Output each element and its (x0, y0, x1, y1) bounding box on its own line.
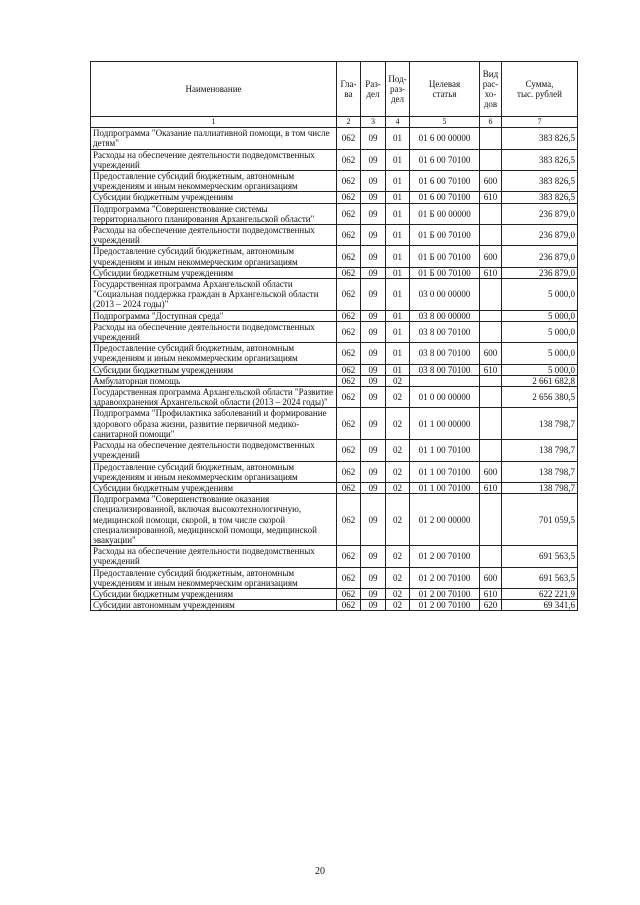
table-row (91, 128, 578, 149)
cell-razdel: 09 (361, 149, 386, 170)
cell-glava: 062 (337, 149, 361, 170)
cell-vid (480, 128, 502, 149)
column-index-row (91, 117, 578, 128)
cell-name: Предоставление субсидий бюджетным, автономным учреждениям и иным некоммерческим организациям (91, 343, 337, 364)
column-index: 4 (386, 117, 410, 128)
table-row (91, 546, 578, 567)
cell-glava: 062 (337, 321, 361, 342)
cell-vid (480, 387, 502, 408)
cell-summa: 236 879,0 (502, 246, 578, 267)
cell-vid (480, 225, 502, 246)
cell-statya: 01 2 00 70100 (410, 588, 480, 599)
cell-podrazdel: 01 (386, 192, 410, 203)
cell-name: Расходы на обеспечение деятельности подведомственных учреждений (91, 225, 337, 246)
cell-razdel: 09 (361, 588, 386, 599)
cell-glava: 062 (337, 310, 361, 321)
cell-vid: 610 (480, 588, 502, 599)
table-row (91, 149, 578, 170)
cell-razdel: 09 (361, 600, 386, 611)
cell-name: Подпрограмма "Совершенствование системы территориального планирования Архангельской области" (91, 203, 337, 224)
cell-summa: 138 798,7 (502, 408, 578, 440)
cell-name: Расходы на обеспечение деятельности подведомственных учреждений (91, 321, 337, 342)
cell-name: Подпрограмма "Профилактика заболеваний и формирование здорового образа жизни, развитие первичной медико-санитарной помощи" (91, 408, 337, 440)
cell-vid (480, 310, 502, 321)
cell-glava: 062 (337, 482, 361, 493)
cell-summa: 383 826,5 (502, 192, 578, 203)
cell-razdel: 09 (361, 482, 386, 493)
cell-vid: 600 (480, 567, 502, 588)
cell-summa: 138 798,7 (502, 482, 578, 493)
cell-podrazdel: 01 (386, 267, 410, 278)
cell-podrazdel: 02 (386, 482, 410, 493)
table-row (91, 461, 578, 482)
cell-summa: 236 879,0 (502, 203, 578, 224)
cell-summa: 5 000,0 (502, 321, 578, 342)
cell-statya: 01 0 00 00000 (410, 387, 480, 408)
cell-podrazdel: 01 (386, 364, 410, 375)
cell-podrazdel: 01 (386, 171, 410, 192)
table-row (91, 321, 578, 342)
table-row (91, 600, 578, 611)
table-row (91, 408, 578, 440)
cell-name: Амбулаторная помощь (91, 375, 337, 386)
cell-name: Подпрограмма "Совершенствование оказания специализированной, включая высокотехнологичную, медицинской помощи, скорой, в том числе скорой специализированной, медицинской помощи, медицинской эвакуации" (91, 494, 337, 546)
cell-glava: 062 (337, 375, 361, 386)
cell-glava: 062 (337, 588, 361, 599)
cell-glava: 062 (337, 343, 361, 364)
cell-podrazdel: 02 (386, 600, 410, 611)
cell-statya: 01 1 00 70100 (410, 482, 480, 493)
cell-statya (410, 375, 480, 386)
table-row (91, 246, 578, 267)
cell-razdel: 09 (361, 203, 386, 224)
cell-statya: 01 2 00 70100 (410, 567, 480, 588)
cell-name: Государственная программа Архангельской области "Развитие здравоохранения Архангельской области (2013 – 2024 годы)" (91, 387, 337, 408)
cell-glava: 062 (337, 192, 361, 203)
cell-glava: 062 (337, 364, 361, 375)
cell-summa: 383 826,5 (502, 171, 578, 192)
column-index: 2 (337, 117, 361, 128)
cell-summa: 5 000,0 (502, 279, 578, 311)
cell-glava: 062 (337, 546, 361, 567)
table-row (91, 267, 578, 278)
cell-statya: 03 8 00 70100 (410, 364, 480, 375)
cell-podrazdel: 01 (386, 246, 410, 267)
cell-statya: 01 2 00 70100 (410, 546, 480, 567)
cell-razdel: 09 (361, 408, 386, 440)
cell-summa: 2 656 380,5 (502, 387, 578, 408)
cell-name: Субсидии бюджетным учреждениям (91, 267, 337, 278)
cell-podrazdel: 01 (386, 321, 410, 342)
cell-vid (480, 279, 502, 311)
cell-summa: 236 879,0 (502, 225, 578, 246)
cell-podrazdel: 01 (386, 225, 410, 246)
cell-podrazdel: 01 (386, 149, 410, 170)
cell-podrazdel: 01 (386, 203, 410, 224)
cell-razdel: 09 (361, 494, 386, 546)
cell-glava: 062 (337, 494, 361, 546)
column-index: 6 (480, 117, 502, 128)
cell-name: Предоставление субсидий бюджетным, автономным учреждениям и иным некоммерческим организациям (91, 171, 337, 192)
cell-glava: 062 (337, 225, 361, 246)
table-row (91, 343, 578, 364)
cell-podrazdel: 02 (386, 567, 410, 588)
column-index: 5 (410, 117, 480, 128)
table-row (91, 588, 578, 599)
cell-podrazdel: 02 (386, 546, 410, 567)
table-row (91, 171, 578, 192)
table-row (91, 440, 578, 461)
cell-statya: 01 6 00 00000 (410, 128, 480, 149)
cell-statya: 01 6 00 70100 (410, 149, 480, 170)
cell-vid: 620 (480, 600, 502, 611)
cell-vid: 600 (480, 343, 502, 364)
budget-table (90, 61, 578, 611)
cell-summa: 383 826,5 (502, 128, 578, 149)
cell-razdel: 09 (361, 225, 386, 246)
cell-name: Предоставление субсидий бюджетным, автономным учреждениям и иным некоммерческим организациям (91, 246, 337, 267)
cell-name: Расходы на обеспечение деятельности подведомственных учреждений (91, 149, 337, 170)
cell-statya: 01 Б 00 70100 (410, 225, 480, 246)
cell-summa: 383 826,5 (502, 149, 578, 170)
table-row (91, 192, 578, 203)
cell-summa: 5 000,0 (502, 364, 578, 375)
cell-statya: 01 1 00 00000 (410, 408, 480, 440)
cell-name: Субсидии бюджетным учреждениям (91, 192, 337, 203)
table-row (91, 225, 578, 246)
cell-statya: 01 6 00 70100 (410, 171, 480, 192)
header-statya: Целевая статья (410, 62, 480, 117)
table-row (91, 567, 578, 588)
cell-razdel: 09 (361, 310, 386, 321)
cell-statya: 03 8 00 70100 (410, 321, 480, 342)
table-row (91, 482, 578, 493)
header-name: Наименование (91, 62, 337, 117)
cell-statya: 03 8 00 70100 (410, 343, 480, 364)
page-number: 20 (315, 866, 325, 877)
column-index: 7 (502, 117, 578, 128)
cell-vid (480, 149, 502, 170)
cell-podrazdel: 01 (386, 279, 410, 311)
cell-statya: 01 1 00 70100 (410, 461, 480, 482)
cell-podrazdel: 02 (386, 408, 410, 440)
cell-statya: 01 1 00 70100 (410, 440, 480, 461)
cell-statya: 01 2 00 70100 (410, 600, 480, 611)
cell-razdel: 09 (361, 567, 386, 588)
cell-vid (480, 494, 502, 546)
table-row (91, 310, 578, 321)
cell-glava: 062 (337, 171, 361, 192)
cell-glava: 062 (337, 203, 361, 224)
header-glava: Гла- ва (337, 62, 361, 117)
cell-podrazdel: 01 (386, 128, 410, 149)
cell-razdel: 09 (361, 128, 386, 149)
cell-summa: 691 563,5 (502, 546, 578, 567)
table-row (91, 279, 578, 311)
cell-vid: 600 (480, 246, 502, 267)
cell-vid: 610 (480, 267, 502, 278)
cell-vid (480, 321, 502, 342)
cell-name: Подпрограмма "Доступная среда" (91, 310, 337, 321)
cell-vid: 610 (480, 482, 502, 493)
cell-vid (480, 375, 502, 386)
cell-glava: 062 (337, 279, 361, 311)
cell-summa: 236 879,0 (502, 267, 578, 278)
cell-summa: 622 221,9 (502, 588, 578, 599)
table-row (91, 364, 578, 375)
cell-name: Предоставление субсидий бюджетным, автономным учреждениям и иным некоммерческим организациям (91, 461, 337, 482)
cell-razdel: 09 (361, 267, 386, 278)
cell-glava: 062 (337, 246, 361, 267)
cell-statya: 01 6 00 70100 (410, 192, 480, 203)
cell-razdel: 09 (361, 546, 386, 567)
header-podrazdel: Под- раз- дел (386, 62, 410, 117)
cell-razdel: 09 (361, 343, 386, 364)
cell-statya: 01 Б 00 70100 (410, 267, 480, 278)
cell-glava: 062 (337, 387, 361, 408)
cell-razdel: 09 (361, 246, 386, 267)
cell-glava: 062 (337, 600, 361, 611)
cell-summa: 5 000,0 (502, 310, 578, 321)
cell-statya: 03 0 00 00000 (410, 279, 480, 311)
cell-name: Предоставление субсидий бюджетным, автономным учреждениям и иным некоммерческим организациям (91, 567, 337, 588)
cell-summa: 138 798,7 (502, 461, 578, 482)
cell-razdel: 09 (361, 387, 386, 408)
cell-podrazdel: 02 (386, 387, 410, 408)
header-summa: Сумма, тыс. рублей (502, 62, 578, 117)
cell-razdel: 09 (361, 364, 386, 375)
cell-vid (480, 546, 502, 567)
cell-glava: 062 (337, 440, 361, 461)
cell-name: Расходы на обеспечение деятельности подведомственных учреждений (91, 440, 337, 461)
cell-podrazdel: 02 (386, 440, 410, 461)
cell-razdel: 09 (361, 192, 386, 203)
table-row (91, 387, 578, 408)
cell-podrazdel: 02 (386, 375, 410, 386)
cell-vid (480, 203, 502, 224)
cell-podrazdel: 02 (386, 588, 410, 599)
cell-podrazdel: 02 (386, 494, 410, 546)
cell-razdel: 09 (361, 171, 386, 192)
cell-summa: 138 798,7 (502, 440, 578, 461)
cell-name: Субсидии бюджетным учреждениям (91, 364, 337, 375)
cell-glava: 062 (337, 128, 361, 149)
cell-summa: 691 563,5 (502, 567, 578, 588)
cell-podrazdel: 01 (386, 310, 410, 321)
cell-name: Субсидии бюджетным учреждениям (91, 588, 337, 599)
cell-summa: 5 000,0 (502, 343, 578, 364)
cell-vid: 600 (480, 461, 502, 482)
column-index: 3 (361, 117, 386, 128)
cell-glava: 062 (337, 408, 361, 440)
header-row (91, 62, 578, 117)
cell-razdel: 09 (361, 375, 386, 386)
cell-summa: 701 059,5 (502, 494, 578, 546)
cell-vid: 610 (480, 192, 502, 203)
cell-name: Подпрограмма "Оказание паллиативной помощи, в том числе детям" (91, 128, 337, 149)
cell-glava: 062 (337, 461, 361, 482)
header-vid: Вид рас- хо- дов (480, 62, 502, 117)
table-row (91, 375, 578, 386)
cell-razdel: 09 (361, 321, 386, 342)
header-razdel: Раз- дел (361, 62, 386, 117)
cell-glava: 062 (337, 267, 361, 278)
column-index: 1 (91, 117, 337, 128)
cell-name: Расходы на обеспечение деятельности подведомственных учреждений (91, 546, 337, 567)
cell-razdel: 09 (361, 461, 386, 482)
cell-summa: 2 661 682,8 (502, 375, 578, 386)
cell-name: Субсидии бюджетным учреждениям (91, 482, 337, 493)
table-row (91, 494, 578, 546)
cell-statya: 01 2 00 00000 (410, 494, 480, 546)
cell-name: Государственная программа Архангельской области "Социальная поддержка граждан в Архангельской области (2013 – 2024 годы)" (91, 279, 337, 311)
cell-vid: 610 (480, 364, 502, 375)
table-body (91, 128, 578, 611)
cell-statya: 01 Б 00 00000 (410, 203, 480, 224)
cell-summa: 69 341,6 (502, 600, 578, 611)
cell-podrazdel: 02 (386, 461, 410, 482)
cell-glava: 062 (337, 567, 361, 588)
cell-name: Субсидии автономным учреждениям (91, 600, 337, 611)
cell-vid (480, 440, 502, 461)
cell-statya: 01 Б 00 70100 (410, 246, 480, 267)
cell-razdel: 09 (361, 440, 386, 461)
table-row (91, 203, 578, 224)
cell-vid: 600 (480, 171, 502, 192)
cell-statya: 03 8 00 00000 (410, 310, 480, 321)
cell-razdel: 09 (361, 279, 386, 311)
cell-vid (480, 408, 502, 440)
cell-podrazdel: 01 (386, 343, 410, 364)
